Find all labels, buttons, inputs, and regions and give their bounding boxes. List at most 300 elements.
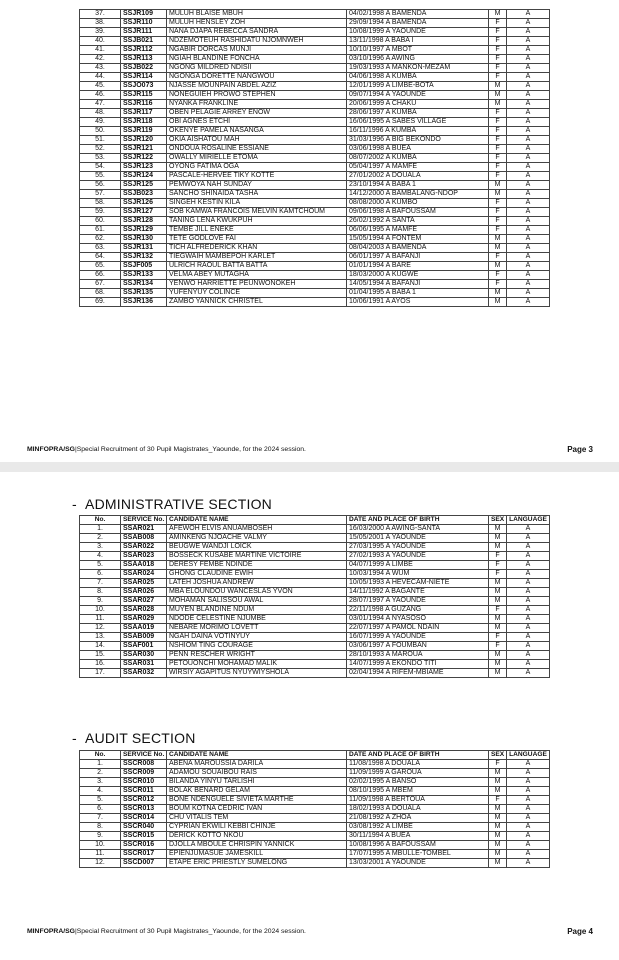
candidate-name-cell: ABENA MAROUSSIA DARILA bbox=[167, 760, 347, 769]
service-number-cell: SSJR124 bbox=[121, 172, 167, 181]
table-row bbox=[80, 859, 550, 868]
service-number-cell: SSJR121 bbox=[121, 145, 167, 154]
birth-date-place-cell: 18/03/2000 A KUGWE bbox=[347, 271, 489, 280]
language-cell: A bbox=[507, 769, 550, 778]
candidate-name-cell: VELMA ABEY MUTAGHA bbox=[167, 271, 347, 280]
language-cell: A bbox=[507, 850, 550, 859]
service-number-cell: SSCR014 bbox=[121, 814, 167, 823]
table-row bbox=[80, 172, 550, 181]
row-number-cell: 59. bbox=[80, 208, 121, 217]
row-number-cell: 49. bbox=[80, 118, 121, 127]
row-number-cell: 9. bbox=[80, 832, 121, 841]
candidate-name-cell: YENWO HARRIETTE PEUNWONOKEH bbox=[167, 280, 347, 289]
birth-date-place-cell: 11/08/1998 A DOUALA bbox=[347, 760, 489, 769]
sex-cell: M bbox=[489, 778, 507, 787]
language-cell: A bbox=[507, 181, 550, 190]
administrative-section-title: - ADMINISTRATIVE SECTION bbox=[72, 496, 272, 512]
row-number-cell: 39. bbox=[80, 28, 121, 37]
sex-cell: F bbox=[489, 606, 507, 615]
table-row bbox=[80, 298, 550, 307]
service-number-cell: SSJR114 bbox=[121, 73, 167, 82]
birth-date-place-cell: 30/11/1994 A BUEA bbox=[347, 832, 489, 841]
row-number-cell: 12. bbox=[80, 624, 121, 633]
birth-date-place-cell: 14/07/1999 A EKONDO TITI bbox=[347, 660, 489, 669]
sex-cell: M bbox=[489, 100, 507, 109]
table-row bbox=[80, 850, 550, 859]
candidate-name-cell: OWALLY MIRIELLE ETOMA bbox=[167, 154, 347, 163]
service-number-cell: SSCR009 bbox=[121, 769, 167, 778]
sex-cell: M bbox=[489, 190, 507, 199]
footer-page-3: MINFOPRA/SG|Special Recruitment of 30 Pupil Magistrates_Yaounde, for the 2024 session. Page 3 bbox=[27, 445, 593, 454]
language-cell: A bbox=[507, 19, 550, 28]
row-number-cell: 1. bbox=[80, 525, 121, 534]
candidate-name-cell: ZAMBO YANNICK CHRISTEL bbox=[167, 298, 347, 307]
birth-date-place-cell: 22/07/1997 A PAMOL NDAIN bbox=[347, 624, 489, 633]
candidate-name-cell: OBEN PELAGIE ARREY ENOW bbox=[167, 109, 347, 118]
birth-date-place-cell: 17/07/1995 A MBULLE-TOMBEL bbox=[347, 850, 489, 859]
sex-cell: M bbox=[489, 579, 507, 588]
sex-cell: F bbox=[489, 561, 507, 570]
language-cell: A bbox=[507, 271, 550, 280]
language-cell: A bbox=[507, 814, 550, 823]
language-cell: A bbox=[507, 633, 550, 642]
candidate-name-cell: BOSSECK KUSABE MARTINE VICTOIRE bbox=[167, 552, 347, 561]
language-cell: A bbox=[507, 226, 550, 235]
row-number-cell: 4. bbox=[80, 787, 121, 796]
table-row bbox=[80, 289, 550, 298]
sex-cell: M bbox=[489, 91, 507, 100]
candidate-name-cell: NDZEMOTEUH RASHIDATU NJOMNWEH bbox=[167, 37, 347, 46]
sex-cell: F bbox=[489, 163, 507, 172]
header-no: No. bbox=[80, 751, 121, 760]
table-row bbox=[80, 208, 550, 217]
table-row bbox=[80, 543, 550, 552]
candidate-name-cell: OKIA AISHATOU MAH bbox=[167, 136, 347, 145]
candidate-name-cell: ONDOUA ROSALINE ESSIANE bbox=[167, 145, 347, 154]
row-number-cell: 60. bbox=[80, 217, 121, 226]
row-number-cell: 13. bbox=[80, 633, 121, 642]
language-cell: A bbox=[507, 199, 550, 208]
row-number-cell: 8. bbox=[80, 823, 121, 832]
table-row bbox=[80, 154, 550, 163]
language-cell: A bbox=[507, 118, 550, 127]
sex-cell: M bbox=[489, 597, 507, 606]
candidate-name-cell: ADAMOU SOUAIBOU RAIS bbox=[167, 769, 347, 778]
candidate-name-cell: SANCHO SHINAIDA TASHA bbox=[167, 190, 347, 199]
birth-date-place-cell: 08/08/2000 A KUMBO bbox=[347, 199, 489, 208]
service-number-cell: SSAR027 bbox=[121, 597, 167, 606]
row-number-cell: 47. bbox=[80, 100, 121, 109]
candidate-name-cell: SOB KAMWA FRANCOIS MELVIN KAMTCHOUM bbox=[167, 208, 347, 217]
header-service-no: SERVICE No. bbox=[121, 751, 167, 760]
header-dob: DATE AND PLACE OF BIRTH bbox=[347, 751, 489, 760]
candidate-name-cell: CYPRIAN EKWILI KEBBI CHINJE bbox=[167, 823, 347, 832]
service-number-cell: SSJR122 bbox=[121, 154, 167, 163]
service-number-cell: SSJR129 bbox=[121, 226, 167, 235]
row-number-cell: 3. bbox=[80, 778, 121, 787]
row-number-cell: 56. bbox=[80, 181, 121, 190]
service-number-cell: SSAR028 bbox=[121, 606, 167, 615]
candidate-name-cell: AFEWOH ELVIS ANUAMBOSEH bbox=[167, 525, 347, 534]
table-row bbox=[80, 832, 550, 841]
sex-cell: M bbox=[489, 787, 507, 796]
candidate-name-cell: DERICK KOTTO NKOU bbox=[167, 832, 347, 841]
row-number-cell: 7. bbox=[80, 579, 121, 588]
service-number-cell: SSJR130 bbox=[121, 235, 167, 244]
sex-cell: M bbox=[489, 669, 507, 678]
row-number-cell: 57. bbox=[80, 190, 121, 199]
language-cell: A bbox=[507, 289, 550, 298]
row-number-cell: 38. bbox=[80, 19, 121, 28]
sex-cell: F bbox=[489, 280, 507, 289]
language-cell: A bbox=[507, 145, 550, 154]
row-number-cell: 2. bbox=[80, 769, 121, 778]
candidate-name-cell: OBI AGNES ETCHI bbox=[167, 118, 347, 127]
table-row bbox=[80, 82, 550, 91]
birth-date-place-cell: 02/04/1994 A RIFEM-MBIAME bbox=[347, 669, 489, 678]
service-number-cell: SSJR136 bbox=[121, 298, 167, 307]
birth-date-place-cell: 06/01/1997 A BAFANJI bbox=[347, 253, 489, 262]
table-row bbox=[80, 624, 550, 633]
service-number-cell: SSAR029 bbox=[121, 615, 167, 624]
birth-date-place-cell: 14/05/1994 A BAFANJI bbox=[347, 280, 489, 289]
birth-date-place-cell: 01/04/1995 A BABA 1 bbox=[347, 289, 489, 298]
service-number-cell: SSJR117 bbox=[121, 109, 167, 118]
candidate-name-cell: BILANDA YINYU TARLISHI bbox=[167, 778, 347, 787]
service-number-cell: SSCR013 bbox=[121, 805, 167, 814]
candidate-name-cell: NGIAH BLANDINE FONCHA bbox=[167, 55, 347, 64]
header-sex: SEX bbox=[489, 751, 507, 760]
row-number-cell: 11. bbox=[80, 615, 121, 624]
table-row bbox=[80, 181, 550, 190]
table-row bbox=[80, 19, 550, 28]
sex-cell: F bbox=[489, 271, 507, 280]
row-number-cell: 16. bbox=[80, 660, 121, 669]
row-number-cell: 17. bbox=[80, 669, 121, 678]
sex-cell: M bbox=[489, 769, 507, 778]
table-row bbox=[80, 760, 550, 769]
language-cell: A bbox=[507, 127, 550, 136]
table-row bbox=[80, 525, 550, 534]
service-number-cell: SSJR113 bbox=[121, 55, 167, 64]
birth-date-place-cell: 16/07/1999 A YAOUNDE bbox=[347, 633, 489, 642]
administrative-table-body bbox=[80, 525, 550, 678]
birth-date-place-cell: 14/11/1992 A BAGANTE bbox=[347, 588, 489, 597]
language-cell: A bbox=[507, 109, 550, 118]
birth-date-place-cell: 03/01/1994 A NYASOSO bbox=[347, 615, 489, 624]
row-number-cell: 15. bbox=[80, 651, 121, 660]
header-language: LANGUAGE bbox=[507, 516, 550, 525]
birth-date-place-cell: 10/08/1999 A YAOUNDE bbox=[347, 28, 489, 37]
sex-cell: M bbox=[489, 10, 507, 19]
header-candidate-name: CANDIDATE NAME bbox=[167, 516, 347, 525]
birth-date-place-cell: 09/07/1994 A YAOUNDE bbox=[347, 91, 489, 100]
service-number-cell: SSJR134 bbox=[121, 280, 167, 289]
birth-date-place-cell: 05/04/1997 A MAMFE bbox=[347, 163, 489, 172]
candidate-name-cell: CHU VITALIS TEM bbox=[167, 814, 347, 823]
audit-table bbox=[79, 750, 550, 868]
sex-cell: M bbox=[489, 534, 507, 543]
language-cell: A bbox=[507, 73, 550, 82]
candidate-name-cell: TANING LENA KWUKPUH bbox=[167, 217, 347, 226]
row-number-cell: 14. bbox=[80, 642, 121, 651]
service-number-cell: SSAR031 bbox=[121, 660, 167, 669]
service-number-cell: SSCD007 bbox=[121, 859, 167, 868]
candidate-name-cell: ETAPE ERIC PRIESTLY SUMELONG bbox=[167, 859, 347, 868]
birth-date-place-cell: 26/02/1992 A SANTA bbox=[347, 217, 489, 226]
birth-date-place-cell: 11/09/1998 A BERTOUA bbox=[347, 796, 489, 805]
table-row bbox=[80, 37, 550, 46]
candidate-name-cell: MUYEN BLANDINE NDUM bbox=[167, 606, 347, 615]
birth-date-place-cell: 10/05/1993 A HEVECAM-NIETE bbox=[347, 579, 489, 588]
candidate-name-cell: ULRICH RAOUL BATTA BATTA bbox=[167, 262, 347, 271]
language-cell: A bbox=[507, 615, 550, 624]
row-number-cell: 43. bbox=[80, 64, 121, 73]
service-number-cell: SSAR022 bbox=[121, 543, 167, 552]
candidate-name-cell: PASCALE-HERVEE TIKY KOTTE bbox=[167, 172, 347, 181]
sex-cell: F bbox=[489, 552, 507, 561]
sex-cell: F bbox=[489, 570, 507, 579]
service-number-cell: SSJR110 bbox=[121, 19, 167, 28]
service-number-cell: SSJR118 bbox=[121, 118, 167, 127]
table-row bbox=[80, 633, 550, 642]
birth-date-place-cell: 09/06/1998 A BAFOUSSAM bbox=[347, 208, 489, 217]
sex-cell: M bbox=[489, 262, 507, 271]
footer-org: MINFOPRA/SG bbox=[27, 928, 75, 935]
row-number-cell: 46. bbox=[80, 91, 121, 100]
header-no: No. bbox=[80, 516, 121, 525]
row-number-cell: 68. bbox=[80, 289, 121, 298]
sex-cell: F bbox=[489, 642, 507, 651]
row-number-cell: 10. bbox=[80, 841, 121, 850]
table-row bbox=[80, 660, 550, 669]
sex-cell: F bbox=[489, 55, 507, 64]
sex-cell: F bbox=[489, 136, 507, 145]
service-number-cell: SSAB009 bbox=[121, 633, 167, 642]
birth-date-place-cell: 19/03/1993 A MANKON-MEZAM bbox=[347, 64, 489, 73]
birth-date-place-cell: 31/03/1996 A BIG BEKONDO bbox=[347, 136, 489, 145]
row-number-cell: 44. bbox=[80, 73, 121, 82]
sex-cell: F bbox=[489, 760, 507, 769]
row-number-cell: 3. bbox=[80, 543, 121, 552]
candidate-name-cell: PEMWOYA NAH SUNDAY bbox=[167, 181, 347, 190]
language-cell: A bbox=[507, 262, 550, 271]
page-number: Page 4 bbox=[567, 927, 593, 936]
language-cell: A bbox=[507, 660, 550, 669]
sex-cell: F bbox=[489, 37, 507, 46]
table-row bbox=[80, 190, 550, 199]
language-cell: A bbox=[507, 55, 550, 64]
row-number-cell: 1. bbox=[80, 760, 121, 769]
header-language: LANGUAGE bbox=[507, 751, 550, 760]
language-cell: A bbox=[507, 796, 550, 805]
birth-date-place-cell: 08/07/2002 A KUMBA bbox=[347, 154, 489, 163]
language-cell: A bbox=[507, 787, 550, 796]
table-row bbox=[80, 100, 550, 109]
row-number-cell: 66. bbox=[80, 271, 121, 280]
birth-date-place-cell: 13/03/2001 A YAOUNDE bbox=[347, 859, 489, 868]
service-number-cell: SSJR116 bbox=[121, 100, 167, 109]
language-cell: A bbox=[507, 10, 550, 19]
header-candidate-name: CANDIDATE NAME bbox=[167, 751, 347, 760]
row-number-cell: 53. bbox=[80, 154, 121, 163]
footer-text: Special Recruitment of 30 Pupil Magistrates_Yaounde, for the 2024 session. bbox=[76, 928, 306, 935]
sex-cell: M bbox=[489, 525, 507, 534]
service-number-cell: SSCR008 bbox=[121, 760, 167, 769]
candidate-name-cell: NONEGUIEH PROWO STEPHEN bbox=[167, 91, 347, 100]
birth-date-place-cell: 04/06/1998 A KUMBA bbox=[347, 73, 489, 82]
birth-date-place-cell: 11/09/1999 A GAROUA bbox=[347, 769, 489, 778]
service-number-cell: SSCR015 bbox=[121, 832, 167, 841]
sex-cell: M bbox=[489, 588, 507, 597]
service-number-cell: SSJR131 bbox=[121, 244, 167, 253]
service-number-cell: SSAA018 bbox=[121, 561, 167, 570]
row-number-cell: 41. bbox=[80, 46, 121, 55]
language-cell: A bbox=[507, 760, 550, 769]
birth-date-place-cell: 28/07/1997 A YAOUNDE bbox=[347, 597, 489, 606]
service-number-cell: SSAF001 bbox=[121, 642, 167, 651]
birth-date-place-cell: 08/04/2003 A BAMENDA bbox=[347, 244, 489, 253]
row-number-cell: 11. bbox=[80, 850, 121, 859]
judicial-table-body bbox=[80, 10, 550, 307]
row-number-cell: 7. bbox=[80, 814, 121, 823]
sex-cell: M bbox=[489, 660, 507, 669]
candidate-name-cell: EPIENJUMASUE JAMESKILL bbox=[167, 850, 347, 859]
row-number-cell: 52. bbox=[80, 145, 121, 154]
language-cell: A bbox=[507, 552, 550, 561]
sex-cell: M bbox=[489, 543, 507, 552]
service-number-cell: SSJB023 bbox=[121, 190, 167, 199]
service-number-cell: SSAR032 bbox=[121, 669, 167, 678]
sex-cell: F bbox=[489, 118, 507, 127]
service-number-cell: SSJR123 bbox=[121, 163, 167, 172]
sex-cell: F bbox=[489, 172, 507, 181]
sex-cell: M bbox=[489, 814, 507, 823]
candidate-name-cell: NSHIOM TING COURAGE bbox=[167, 642, 347, 651]
service-number-cell: SSJB022 bbox=[121, 64, 167, 73]
sex-cell: M bbox=[489, 823, 507, 832]
row-number-cell: 6. bbox=[80, 570, 121, 579]
footer-page-4: MINFOPRA/SG|Special Recruitment of 30 Pupil Magistrates_Yaounde, for the 2024 session. Page 4 bbox=[27, 927, 593, 936]
sex-cell: F bbox=[489, 253, 507, 262]
row-number-cell: 55. bbox=[80, 172, 121, 181]
language-cell: A bbox=[507, 163, 550, 172]
table-row bbox=[80, 55, 550, 64]
service-number-cell: SSCR011 bbox=[121, 787, 167, 796]
row-number-cell: 58. bbox=[80, 199, 121, 208]
candidate-name-cell: TETE GODLOVE FAI bbox=[167, 235, 347, 244]
candidate-name-cell: OKENYE PAMELA NASANGA bbox=[167, 127, 347, 136]
row-number-cell: 50. bbox=[80, 127, 121, 136]
sex-cell: M bbox=[489, 832, 507, 841]
row-number-cell: 40. bbox=[80, 37, 121, 46]
row-number-cell: 45. bbox=[80, 82, 121, 91]
language-cell: A bbox=[507, 235, 550, 244]
row-number-cell: 2. bbox=[80, 534, 121, 543]
row-number-cell: 65. bbox=[80, 262, 121, 271]
service-number-cell: SSCR010 bbox=[121, 778, 167, 787]
table-row bbox=[80, 841, 550, 850]
birth-date-place-cell: 23/10/1994 A BABA 1 bbox=[347, 181, 489, 190]
row-number-cell: 6. bbox=[80, 805, 121, 814]
judicial-table bbox=[79, 9, 550, 307]
table-row bbox=[80, 823, 550, 832]
audit-table-body bbox=[80, 760, 550, 868]
row-number-cell: 61. bbox=[80, 226, 121, 235]
service-number-cell: SSCR017 bbox=[121, 850, 167, 859]
language-cell: A bbox=[507, 217, 550, 226]
candidate-name-cell: DJOLLA MBOULE CHRISPIN YANNICK bbox=[167, 841, 347, 850]
service-number-cell: SSJR109 bbox=[121, 10, 167, 19]
candidate-name-cell: AMINKENG NJOACHE VALMY bbox=[167, 534, 347, 543]
row-number-cell: 8. bbox=[80, 588, 121, 597]
service-number-cell: SSJR111 bbox=[121, 28, 167, 37]
table-row bbox=[80, 606, 550, 615]
candidate-name-cell: PENN RESCHER WRIGHT bbox=[167, 651, 347, 660]
candidate-name-cell: NJASSE MOUNPAIN ABDEL AZIZ bbox=[167, 82, 347, 91]
candidate-name-cell: NEBARE MORIMO LOVETT bbox=[167, 624, 347, 633]
table-row bbox=[80, 669, 550, 678]
table-row bbox=[80, 217, 550, 226]
language-cell: A bbox=[507, 190, 550, 199]
language-cell: A bbox=[507, 28, 550, 37]
birth-date-place-cell: 14/12/2000 A BAMBALANG-NDOP bbox=[347, 190, 489, 199]
service-number-cell: SSJR125 bbox=[121, 181, 167, 190]
sex-cell: M bbox=[489, 841, 507, 850]
service-number-cell: SSAR024 bbox=[121, 570, 167, 579]
table-row bbox=[80, 651, 550, 660]
birth-date-place-cell: 27/03/1995 A YAOUNDE bbox=[347, 543, 489, 552]
table-row bbox=[80, 136, 550, 145]
row-number-cell: 69. bbox=[80, 298, 121, 307]
table-row bbox=[80, 10, 550, 19]
language-cell: A bbox=[507, 805, 550, 814]
candidate-name-cell: NGONG MILDRED NDISII bbox=[167, 64, 347, 73]
language-cell: A bbox=[507, 642, 550, 651]
header-service-no: SERVICE No. bbox=[121, 516, 167, 525]
birth-date-place-cell: 27/01/2002 A DOUALA bbox=[347, 172, 489, 181]
row-number-cell: 9. bbox=[80, 597, 121, 606]
table-row bbox=[80, 109, 550, 118]
table-row bbox=[80, 199, 550, 208]
table-row bbox=[80, 28, 550, 37]
language-cell: A bbox=[507, 841, 550, 850]
table-row bbox=[80, 262, 550, 271]
candidate-name-cell: TEMBE JILL ENEKE bbox=[167, 226, 347, 235]
row-number-cell: 37. bbox=[80, 10, 121, 19]
sex-cell: M bbox=[489, 289, 507, 298]
birth-date-place-cell: 16/11/1996 A KUMBA bbox=[347, 127, 489, 136]
candidate-name-cell: OYONG FATIMA OGA bbox=[167, 163, 347, 172]
page-gap bbox=[0, 462, 619, 472]
row-number-cell: 63. bbox=[80, 244, 121, 253]
sex-cell: F bbox=[489, 145, 507, 154]
language-cell: A bbox=[507, 534, 550, 543]
service-number-cell: SSAA019 bbox=[121, 624, 167, 633]
row-number-cell: 54. bbox=[80, 163, 121, 172]
sex-cell: F bbox=[489, 127, 507, 136]
candidate-name-cell: WIRSIY AGAPITUS NYUYWIYSHOLA bbox=[167, 669, 347, 678]
row-number-cell: 64. bbox=[80, 253, 121, 262]
table-row bbox=[80, 235, 550, 244]
birth-date-place-cell: 20/06/1999 A CHAKU bbox=[347, 100, 489, 109]
language-cell: A bbox=[507, 208, 550, 217]
table-row bbox=[80, 226, 550, 235]
sex-cell: F bbox=[489, 633, 507, 642]
candidate-name-cell: BONE NDENGUELE SIVIETA MARTHE bbox=[167, 796, 347, 805]
table-row bbox=[80, 91, 550, 100]
language-cell: A bbox=[507, 859, 550, 868]
